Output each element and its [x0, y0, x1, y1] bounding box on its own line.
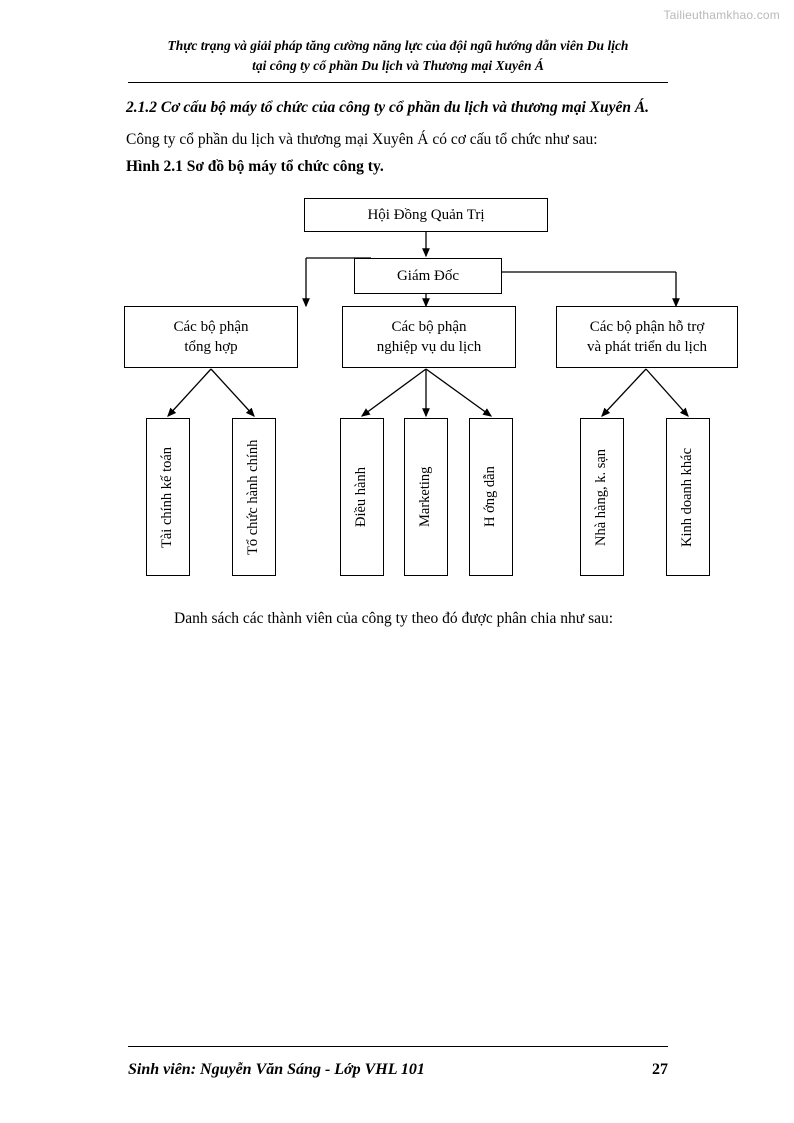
figure-title: Hình 2.1 Sơ đồ bộ máy tổ chức công ty.: [126, 157, 384, 175]
page-content: [126, 96, 707, 628]
page-number: 27: [652, 1061, 668, 1078]
node-department-2: [342, 306, 516, 368]
closing-paragraph: Danh sách các thành viên của công ty theo đó được phân chia như sau:: [174, 609, 614, 627]
node-unit-restaurant-hotel: Nhà hàng, k. sạn: [580, 418, 624, 576]
node-unit-marketing: Marketing: [404, 418, 448, 576]
org-chart-diagram: [116, 184, 736, 604]
footer-author: Sinh viên: Nguyễn Văn Sáng - Lớp VHL 101: [128, 1061, 425, 1078]
department-1-line-2: tổng hợp: [184, 338, 238, 355]
department-3-line-1: Các bộ phận hỗ trợ: [589, 318, 705, 335]
node-board: Hội Đồng Quản Trị: [304, 198, 548, 232]
watermark: Tailieuthamkhao.com: [663, 8, 780, 22]
header-line-1: Thực trạng và giải pháp tăng cường năng lực của đội ngũ hướng dẫn viên Du lịch: [167, 38, 629, 53]
header-divider: [128, 82, 668, 83]
page-footer: [128, 1061, 668, 1079]
node-unit-finance: Tài chính kế toán: [146, 418, 190, 576]
header-line-2: tại công ty cổ phần Du lịch và Thương mại Xuyên Á: [252, 57, 544, 73]
node-department-1: [124, 306, 298, 368]
node-unit-other-business: Kinh doanh khác: [666, 418, 710, 576]
node-director: Giám Đốc: [354, 258, 502, 294]
node-unit-guiding: H ớng dẫn: [469, 418, 513, 576]
node-department-3: [556, 306, 738, 368]
department-3-line-2: và phát triển du lịch: [587, 338, 707, 355]
section-heading: 2.1.2 Cơ cấu bộ máy tổ chức của công ty cổ phần du lịch và thương mại Xuyên Á.: [126, 99, 650, 116]
department-2-line-1: Các bộ phận: [391, 318, 467, 335]
node-unit-admin: Tổ chức hành chính: [232, 418, 276, 576]
node-unit-operations: Điều hành: [340, 418, 384, 576]
department-1-line-1: Các bộ phận: [173, 318, 249, 335]
footer-divider: [128, 1046, 668, 1047]
page-header: [128, 36, 668, 75]
intro-paragraph: Công ty cổ phần du lịch và thương mại Xuyên Á có cơ cấu tổ chức như sau:: [126, 130, 598, 148]
department-2-line-2: nghiệp vụ du lịch: [376, 338, 482, 355]
